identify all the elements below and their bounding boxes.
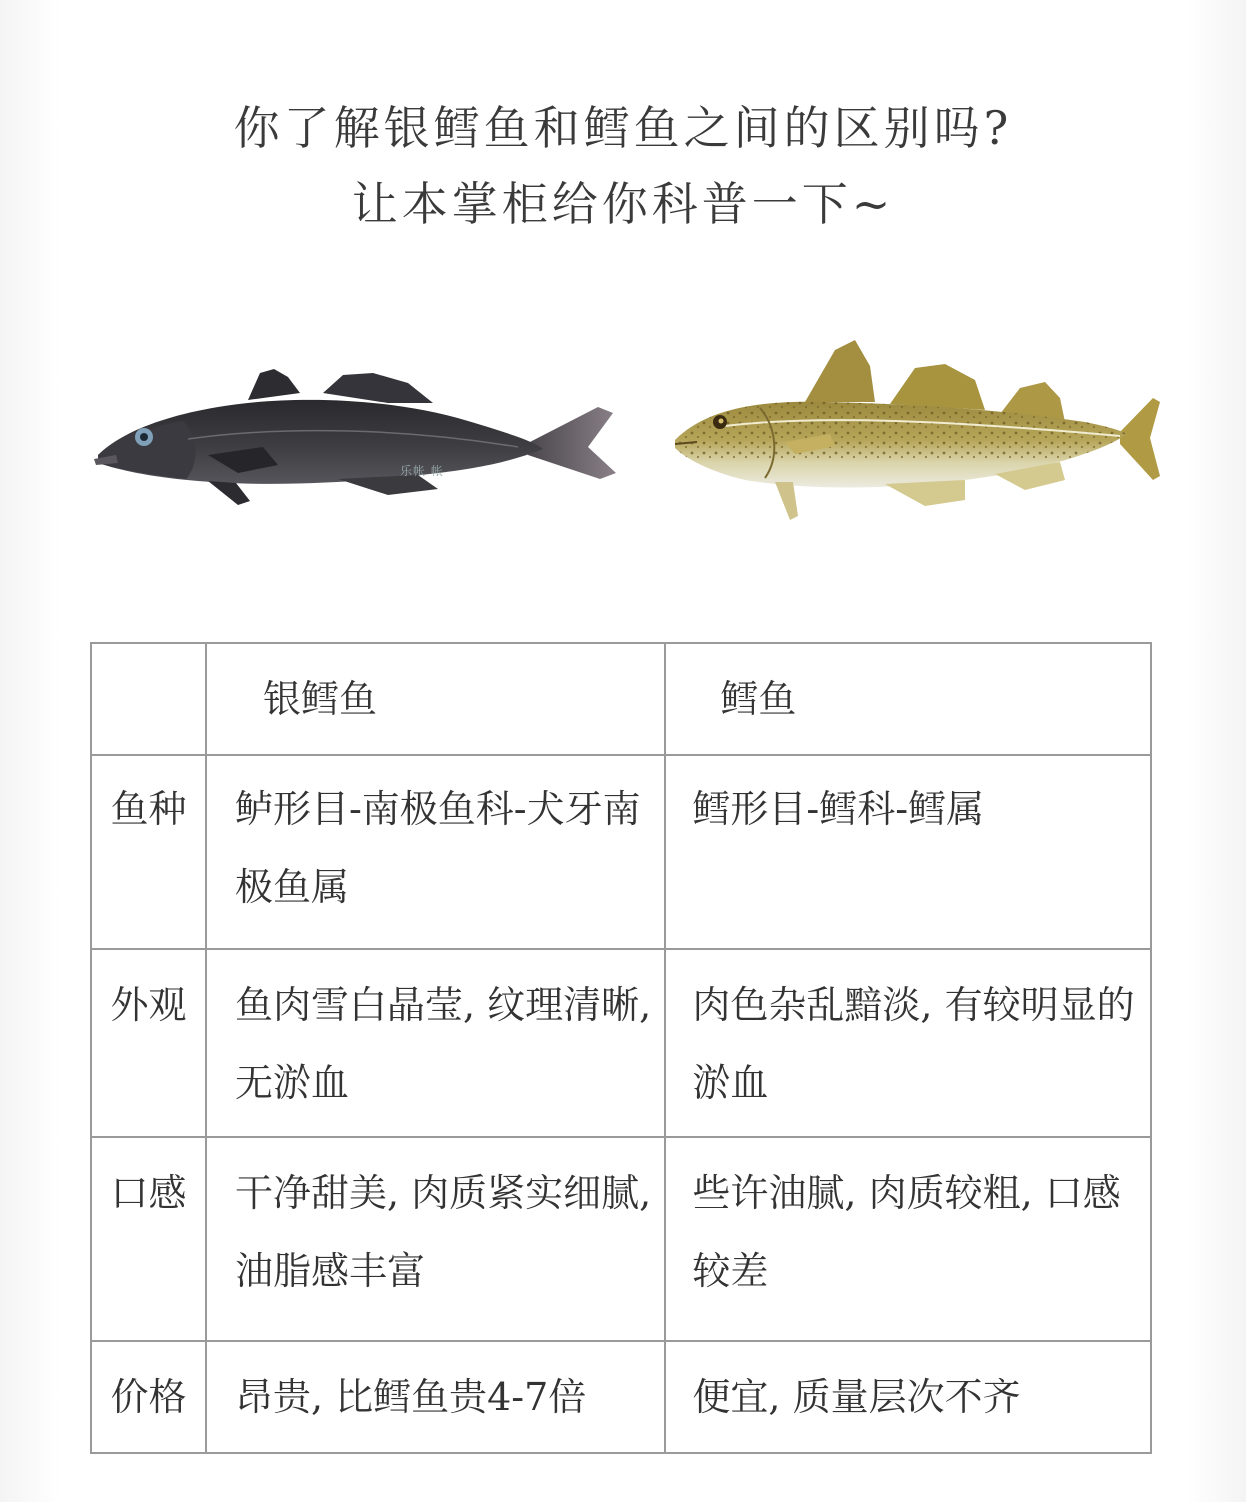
header-cell-empty	[91, 643, 206, 755]
table-row	[91, 949, 1151, 1137]
cod-illustration	[665, 330, 1160, 535]
toothfish-cell: 干净甜美, 肉质紧实细腻, 油脂感丰富	[206, 1137, 665, 1341]
watermark-text: 乐帐 帐	[400, 464, 444, 478]
row-label: 价格	[91, 1341, 206, 1453]
toothfish-cell: 鱼肉雪白晶莹, 纹理清晰, 无淤血	[206, 949, 665, 1137]
title-line-2: 让本掌柜给你科普一下~	[351, 177, 895, 231]
header-label-cod: 鳕鱼	[720, 677, 797, 721]
row-label: 鱼种	[91, 755, 206, 949]
table-header-row	[91, 643, 1151, 755]
comparison-table	[90, 642, 1152, 1454]
row-label: 口感	[91, 1137, 206, 1341]
table-row	[91, 1341, 1151, 1453]
title-line-1: 你了解银鳕鱼和鳕鱼之间的区别吗?	[233, 101, 1013, 155]
toothfish-illustration	[88, 355, 628, 525]
cod-cell: 肉色杂乱黯淡, 有较明显的淤血	[665, 949, 1151, 1137]
header-cell-cod	[665, 643, 1151, 755]
cod-cell: 些许油腻, 肉质较粗, 口感较差	[665, 1137, 1151, 1341]
header-label-toothfish: 银鳕鱼	[262, 677, 377, 721]
toothfish-cell: 鲈形目-南极鱼科-犬牙南极鱼属	[206, 755, 665, 949]
row-label: 外观	[91, 949, 206, 1137]
cod-cell: 便宜, 质量层次不齐	[665, 1341, 1151, 1453]
cod-cell: 鳕形目-鳕科-鳕属	[665, 755, 1151, 949]
toothfish-cell: 昂贵, 比鳕鱼贵4-7倍	[206, 1341, 665, 1453]
header-cell-toothfish	[206, 643, 665, 755]
table-row	[91, 1137, 1151, 1341]
table-row	[91, 755, 1151, 949]
